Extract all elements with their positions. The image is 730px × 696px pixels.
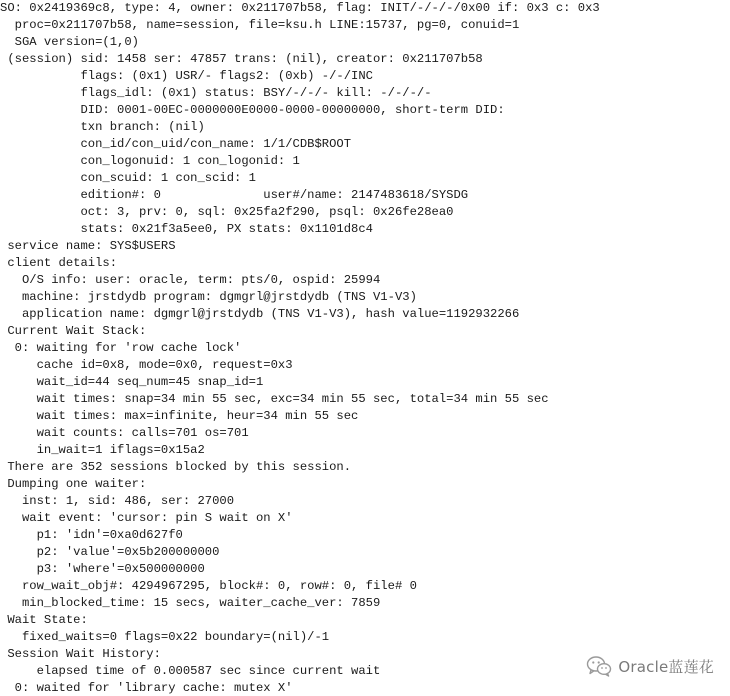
- trace-line: DID: 0001-00EC-0000000E0000-0000-00000000, short-term DID:: [0, 103, 505, 117]
- trace-line: txn branch: (nil): [0, 120, 205, 134]
- trace-line: SGA version=(1,0): [0, 35, 139, 49]
- trace-line: 0: waiting for 'row cache lock': [0, 341, 242, 355]
- trace-line: wait counts: calls=701 os=701: [0, 426, 249, 440]
- trace-line: oct: 3, prv: 0, sql: 0x25fa2f290, psql: 0x26fe28ea0: [0, 205, 454, 219]
- trace-line: flags: (0x1) USR/- flags2: (0xb) -/-/INC: [0, 69, 373, 83]
- trace-line: p2: 'value'=0x5b200000000: [0, 545, 220, 559]
- trace-line: row_wait_obj#: 4294967295, block#: 0, row#: 0, file# 0: [0, 579, 417, 593]
- trace-line: Dumping one waiter:: [0, 477, 147, 491]
- trace-line: inst: 1, sid: 486, ser: 27000: [0, 494, 235, 508]
- trace-line: O/S info: user: oracle, term: pts/0, ospid: 25994: [0, 273, 381, 287]
- trace-line: Current Wait Stack:: [0, 324, 147, 338]
- trace-line: flags_idl: (0x1) status: BSY/-/-/- kill: -/-/-/-: [0, 86, 432, 100]
- trace-line: Session Wait History:: [0, 647, 161, 661]
- trace-line: cache id=0x8, mode=0x0, request=0x3: [0, 358, 293, 372]
- wechat-icon: [586, 655, 612, 677]
- trace-line: con_scuid: 1 con_scid: 1: [0, 171, 256, 185]
- trace-line: client details:: [0, 256, 118, 270]
- trace-line: 0: waited for 'library cache: mutex X': [0, 681, 293, 695]
- trace-line: SO: 0x2419369c8, type: 4, owner: 0x211707b58, flag: INIT/-/-/-/0x00 if: 0x3 c: 0x3: [0, 1, 600, 15]
- trace-line: service name: SYS$USERS: [0, 239, 176, 253]
- trace-line: stats: 0x21f3a5ee0, PX stats: 0x1101d8c4: [0, 222, 373, 236]
- trace-line: min_blocked_time: 15 secs, waiter_cache_ver: 7859: [0, 596, 381, 610]
- trace-line: wait times: max=infinite, heur=34 min 55 sec: [0, 409, 359, 423]
- trace-line: There are 352 sessions blocked by this session.: [0, 460, 352, 474]
- trace-line: Wait State:: [0, 613, 88, 627]
- trace-line: p1: 'idn'=0xa0d627f0: [0, 528, 183, 542]
- trace-line: con_logonuid: 1 con_logonid: 1: [0, 154, 300, 168]
- trace-line: p3: 'where'=0x500000000: [0, 562, 205, 576]
- trace-line: wait event: 'cursor: pin S wait on X': [0, 511, 293, 525]
- watermark-text: Oracle蓝莲花: [618, 657, 714, 676]
- trace-line: fixed_waits=0 flags=0x22 boundary=(nil)/-1: [0, 630, 330, 644]
- trace-line: wait_id=44 seq_num=45 snap_id=1: [0, 375, 264, 389]
- watermark: [584, 654, 718, 678]
- trace-line: machine: jrstdydb program: dgmgrl@jrstdydb (TNS V1-V3): [0, 290, 417, 304]
- trace-line: proc=0x211707b58, name=session, file=ksu.h LINE:15737, pg=0, conuid=1: [0, 18, 520, 32]
- trace-line: in_wait=1 iflags=0x15a2: [0, 443, 205, 457]
- trace-line: wait times: snap=34 min 55 sec, exc=34 min 55 sec, total=34 min 55 sec: [0, 392, 549, 406]
- trace-line: (session) sid: 1458 ser: 47857 trans: (nil), creator: 0x211707b58: [0, 52, 483, 66]
- trace-line: con_id/con_uid/con_name: 1/1/CDB$ROOT: [0, 137, 352, 151]
- trace-line: application name: dgmgrl@jrstdydb (TNS V1-V3), hash value=1192932266: [0, 307, 520, 321]
- trace-line: edition#: 0 user#/name: 2147483618/SYSDG: [0, 188, 469, 202]
- trace-line: elapsed time of 0.000587 sec since current wait: [0, 664, 381, 678]
